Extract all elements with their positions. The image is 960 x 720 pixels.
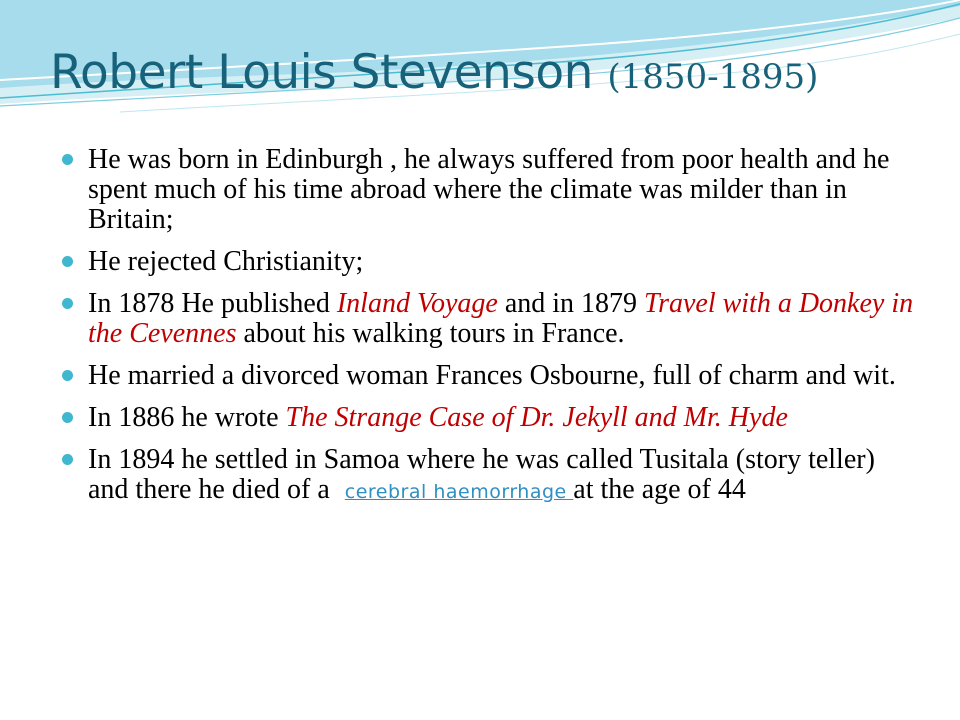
bullet-item-marriage bbox=[58, 361, 918, 391]
bullet-item-religion bbox=[58, 247, 918, 277]
bullet-item-jekyll-hyde bbox=[58, 403, 918, 433]
bullet-list bbox=[58, 145, 918, 519]
bullet-text: In 1886 he wrote bbox=[88, 402, 286, 433]
bullet-item-travel-works bbox=[58, 289, 918, 349]
bullet-text: about his walking tours in France. bbox=[236, 318, 625, 349]
bullet-dot-icon bbox=[62, 454, 73, 465]
bullet-text: In 1894 he settled in Samoa where he was called Tusitala (story teller) and there he died of a bbox=[88, 444, 875, 505]
bullet-text: In 1878 He published bbox=[88, 288, 337, 319]
cerebral-haemorrhage-link[interactable]: cerebral haemorrhage bbox=[344, 481, 574, 503]
bullet-dot-icon bbox=[62, 298, 73, 309]
bullet-dot-icon bbox=[62, 412, 73, 423]
bullet-text: and in 1879 bbox=[497, 288, 645, 319]
bullet-dot-icon bbox=[62, 370, 73, 381]
bullet-item-samoa bbox=[58, 445, 918, 507]
title-name: Robert Louis Stevenson bbox=[50, 45, 593, 100]
slide-title bbox=[50, 46, 818, 100]
title-dates: (1850-1895) bbox=[607, 57, 819, 97]
bullet-text: He rejected Christianity; bbox=[88, 246, 364, 277]
bullet-text: He was born in Edinburgh , he always suffered from poor health and he spent much of his time abroad where the climate was milder than in Britain; bbox=[88, 144, 890, 235]
work-title-inland-voyage: Inland Voyage bbox=[336, 288, 498, 319]
work-title-travel-with-a-donkey: Travel with a Donkey in the Cevennes bbox=[88, 288, 914, 349]
work-title-jekyll-and-hyde: The Strange Case of Dr. Jekyll and Mr. Hyde bbox=[285, 402, 788, 433]
bullet-text: at the age of 44 bbox=[573, 474, 746, 505]
bullet-dot-icon bbox=[62, 256, 73, 267]
bullet-text: He married a divorced woman Frances Osbourne, full of charm and wit. bbox=[88, 360, 896, 391]
bullet-item-birth bbox=[58, 145, 918, 235]
bullet-dot-icon bbox=[62, 154, 73, 165]
